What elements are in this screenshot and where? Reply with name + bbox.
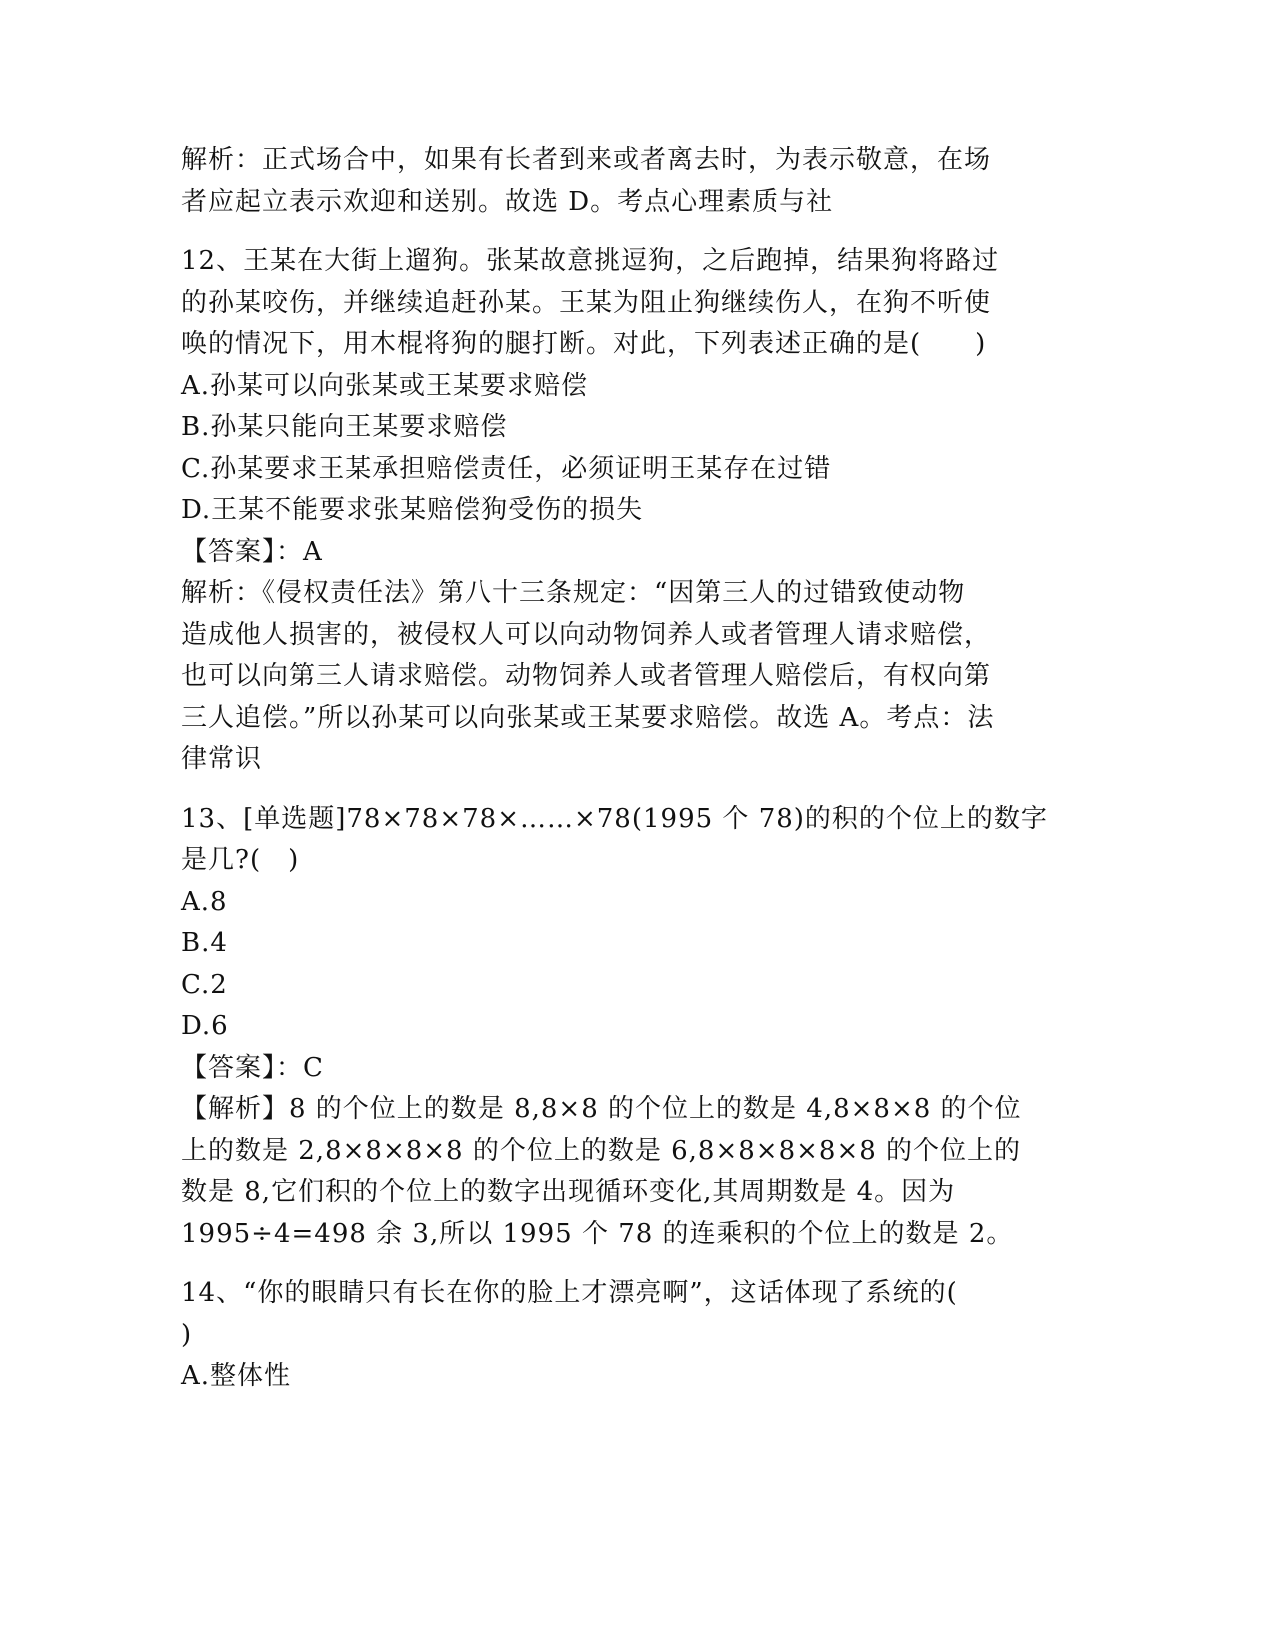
question-stem-line: 唤的情况下，用木棍将狗的腿打断。对此，下列表述正确的是( ) [181,329,987,359]
document-page [181,140,1061,1398]
question-12 [181,241,1061,781]
analysis-line: 上的数是 2,8×8×8×8 的个位上的数是 6,8×8×8×8×8 的个位上的 [181,1135,1022,1166]
option-d: D.王某不能要求张某赔偿狗受伤的损失 [181,495,644,525]
q11-analysis [181,140,1061,223]
analysis-line: 律常识 [181,744,263,774]
answer-line: 【答案】：C [181,1052,324,1083]
analysis-line: 三人追偿。”所以孙某可以向张某或王某要求赔偿。故选 A。考点：法 [181,702,995,733]
question-stem-line: 14、“你的眼睛只有长在你的脸上才漂亮啊”，这话体现了系统的( [181,1278,958,1308]
question-stem-line: ) [181,1319,193,1350]
option-b: B.孙某只能向王某要求赔偿 [181,412,508,442]
question-stem-line: 的孙某咬伤，并继续追赶孙某。王某为阻止狗继续伤人，在狗不听使 [181,287,992,318]
question-stem-line: 是几?( ) [181,845,300,875]
question-13 [181,799,1061,1256]
option-a: A.孙某可以向张某或王某要求赔偿 [181,370,589,401]
analysis-line: 也可以向第三人请求赔偿。动物饲养人或者管理人赔偿后，有权向第 [181,661,992,691]
analysis-line: 1995÷4=498 余 3,所以 1995 个 78 的连乘积的个位上的数是 2。 [181,1218,1014,1249]
analysis-line: 解析：正式场合中，如果有长者到来或者离去时，为表示敬意，在场 [181,145,992,175]
option-a: A.8 [181,886,228,917]
question-14 [181,1273,1061,1398]
option-b: B.4 [181,928,228,958]
analysis-line: 数是 8,它们积的个位上的数字出现循环变化,其周期数是 4。因为 [181,1177,956,1207]
option-d: D.6 [181,1011,229,1041]
analysis-line: 【解析】8 的个位上的数是 8,8×8 的个位上的数是 4,8×8×8 的个位 [181,1094,1022,1124]
analysis-line: 造成他人损害的，被侵权人可以向动物饲养人或者管理人请求赔偿， [181,619,992,650]
question-stem-line: 12、王某在大街上遛狗。张某故意挑逗狗，之后跑掉，结果狗将路过 [181,246,1000,276]
option-a: A.整体性 [181,1361,292,1391]
analysis-line: 者应起立表示欢迎和送别。故选 D。考点心理素质与社 [181,186,834,217]
question-stem-line: 13、[单选题]78×78×78×……×78(1995 个 78)的积的个位上的数字 [181,803,1048,834]
answer-line: 【答案】：A [181,536,323,567]
option-c: C.孙某要求王某承担赔偿责任，必须证明王某存在过错 [181,453,832,484]
analysis-line: 解析：《侵权责任法》第八十三条规定：“因第三人的过错致使动物 [181,578,966,608]
option-c: C.2 [181,969,228,1000]
